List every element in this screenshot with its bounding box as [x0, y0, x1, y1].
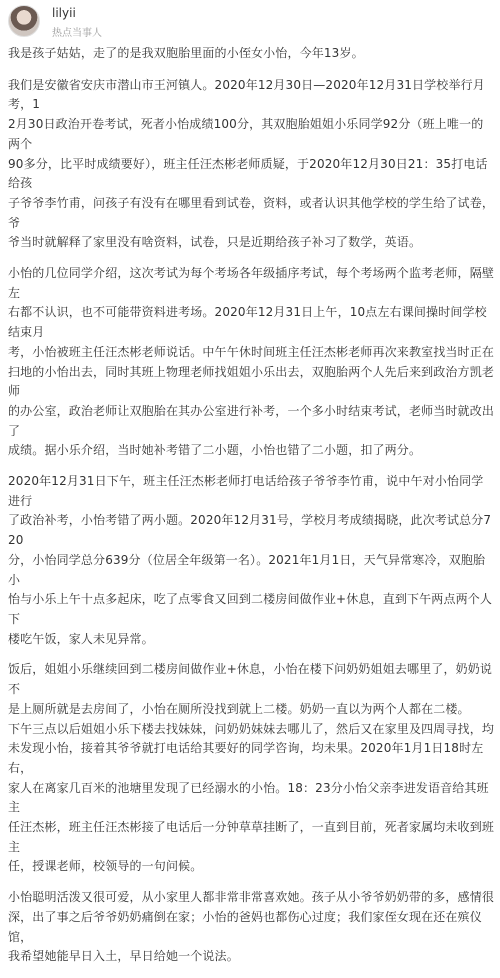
paragraph-results: 2020年12月31日下午，班主任汪杰彬老师打电话给孩子爷爷李竹甫，说中午对小怡同学进行 了政治补考，小怡考错了两小题。2020年12月31号，学校月考成绩揭晓，此次考试总分720 分，小怡同学总分639分（位居全年级第一名）。2021年1月1日，天气异常寒冷，双胞胎小 怡与小乐上午十点多起床，吃了点零食又回到二楼房间做作业+休息，直到下午两点两个人下 楼吃午饭，家人未见异常。: [8, 474, 493, 646]
paragraph-retest: 小怡的几位同学介绍，这次考试为每个考场各年级插序考试，每个考场两个监考老师，隔壁左 右都不认识，也不可能带资料进考场。2020年12月31日上午，10点左右课间操时间学校结束月 考，小怡被班主任汪杰彬老师说话。中午午休时间班主任汪杰彬老师再次来教室找当时正在 扫地的小怡出去，同时其班上物理老师找姐姐小乐出去，双胞胎两个人先后来到政治方凯老师 的办公室，政治老师让双胞胎在其办公室进行补考，一个多小时结束考试，老师当时就改出了 成绩。据小乐介绍，当时她补考错了二小题，小怡也错了二小题，扣了两分。: [8, 266, 495, 458]
paragraph-background: 我们是安徽省安庆市潜山市王河镇人。2020年12月30日—2020年12月31日学校举行月考，1 2月30日政治开卷考试，死者小怡成绩100分，其双胞胎姐姐小乐同学92分（班上唯一的两个 90多分，比平时成绩要好），班主任汪杰彬老师质疑，于2020年12月30日21：35打电话给孩 子爷爷李竹甫，问孩子有没有在哪里看到试卷，资料，或者认识其他学校的学生给了试卷，爷 爷当时就解释了家里没有啥资料，试卷，只是近期给孩子补习了数学，英语。: [8, 77, 495, 250]
post-header: [0, 0, 500, 44]
username[interactable]: lilyii: [52, 6, 76, 20]
avatar[interactable]: [8, 5, 40, 37]
post-content: [8, 44, 494, 978]
paragraph-incident: 饭后，姐姐小乐继续回到二楼房间做作业+休息，小怡在楼下问奶奶姐姐去哪里了，奶奶说不 是上厕所就是去房间了，小怡在厕所没找到就上二楼。奶奶一直以为两个人都在二楼。 下午三点以后姐姐小乐下楼去找妹妹，问奶奶妹妹去哪儿了，然后又在家里及四周寻找，均 未发现小怡，接着其爷爷就打电话给其要好的同学咨询，均未果。2020年1月1日18时左右， 家人在离家几百米的池塘里发现了已经溺水的小怡。18：23分小怡父亲李进发语音给其班主 任汪杰彬，班主任汪杰彬接了电话后一分钟草草挂断了，一直到目前，死者家属均未收到班主 任，授课老师，校领导的一句问候。: [8, 662, 495, 874]
paragraph-intro: 我是孩子姑姑，走了的是我双胞胎里面的小侄女小怡，今年13岁。: [8, 46, 364, 60]
user-tag: 热点当事人: [52, 28, 102, 39]
paragraph-family: 小怡聪明活泼又很可爱，从小家里人都非常非常喜欢她。孩子从小爷爷奶奶带的多，感情很 深，出了事之后爷爷奶奶痛倒在家；小怡的爸妈也都伤心过度；我们家侄女现在还在殡仪馆， 我希望她能早日入土，早日给她一个说法。: [8, 890, 495, 964]
